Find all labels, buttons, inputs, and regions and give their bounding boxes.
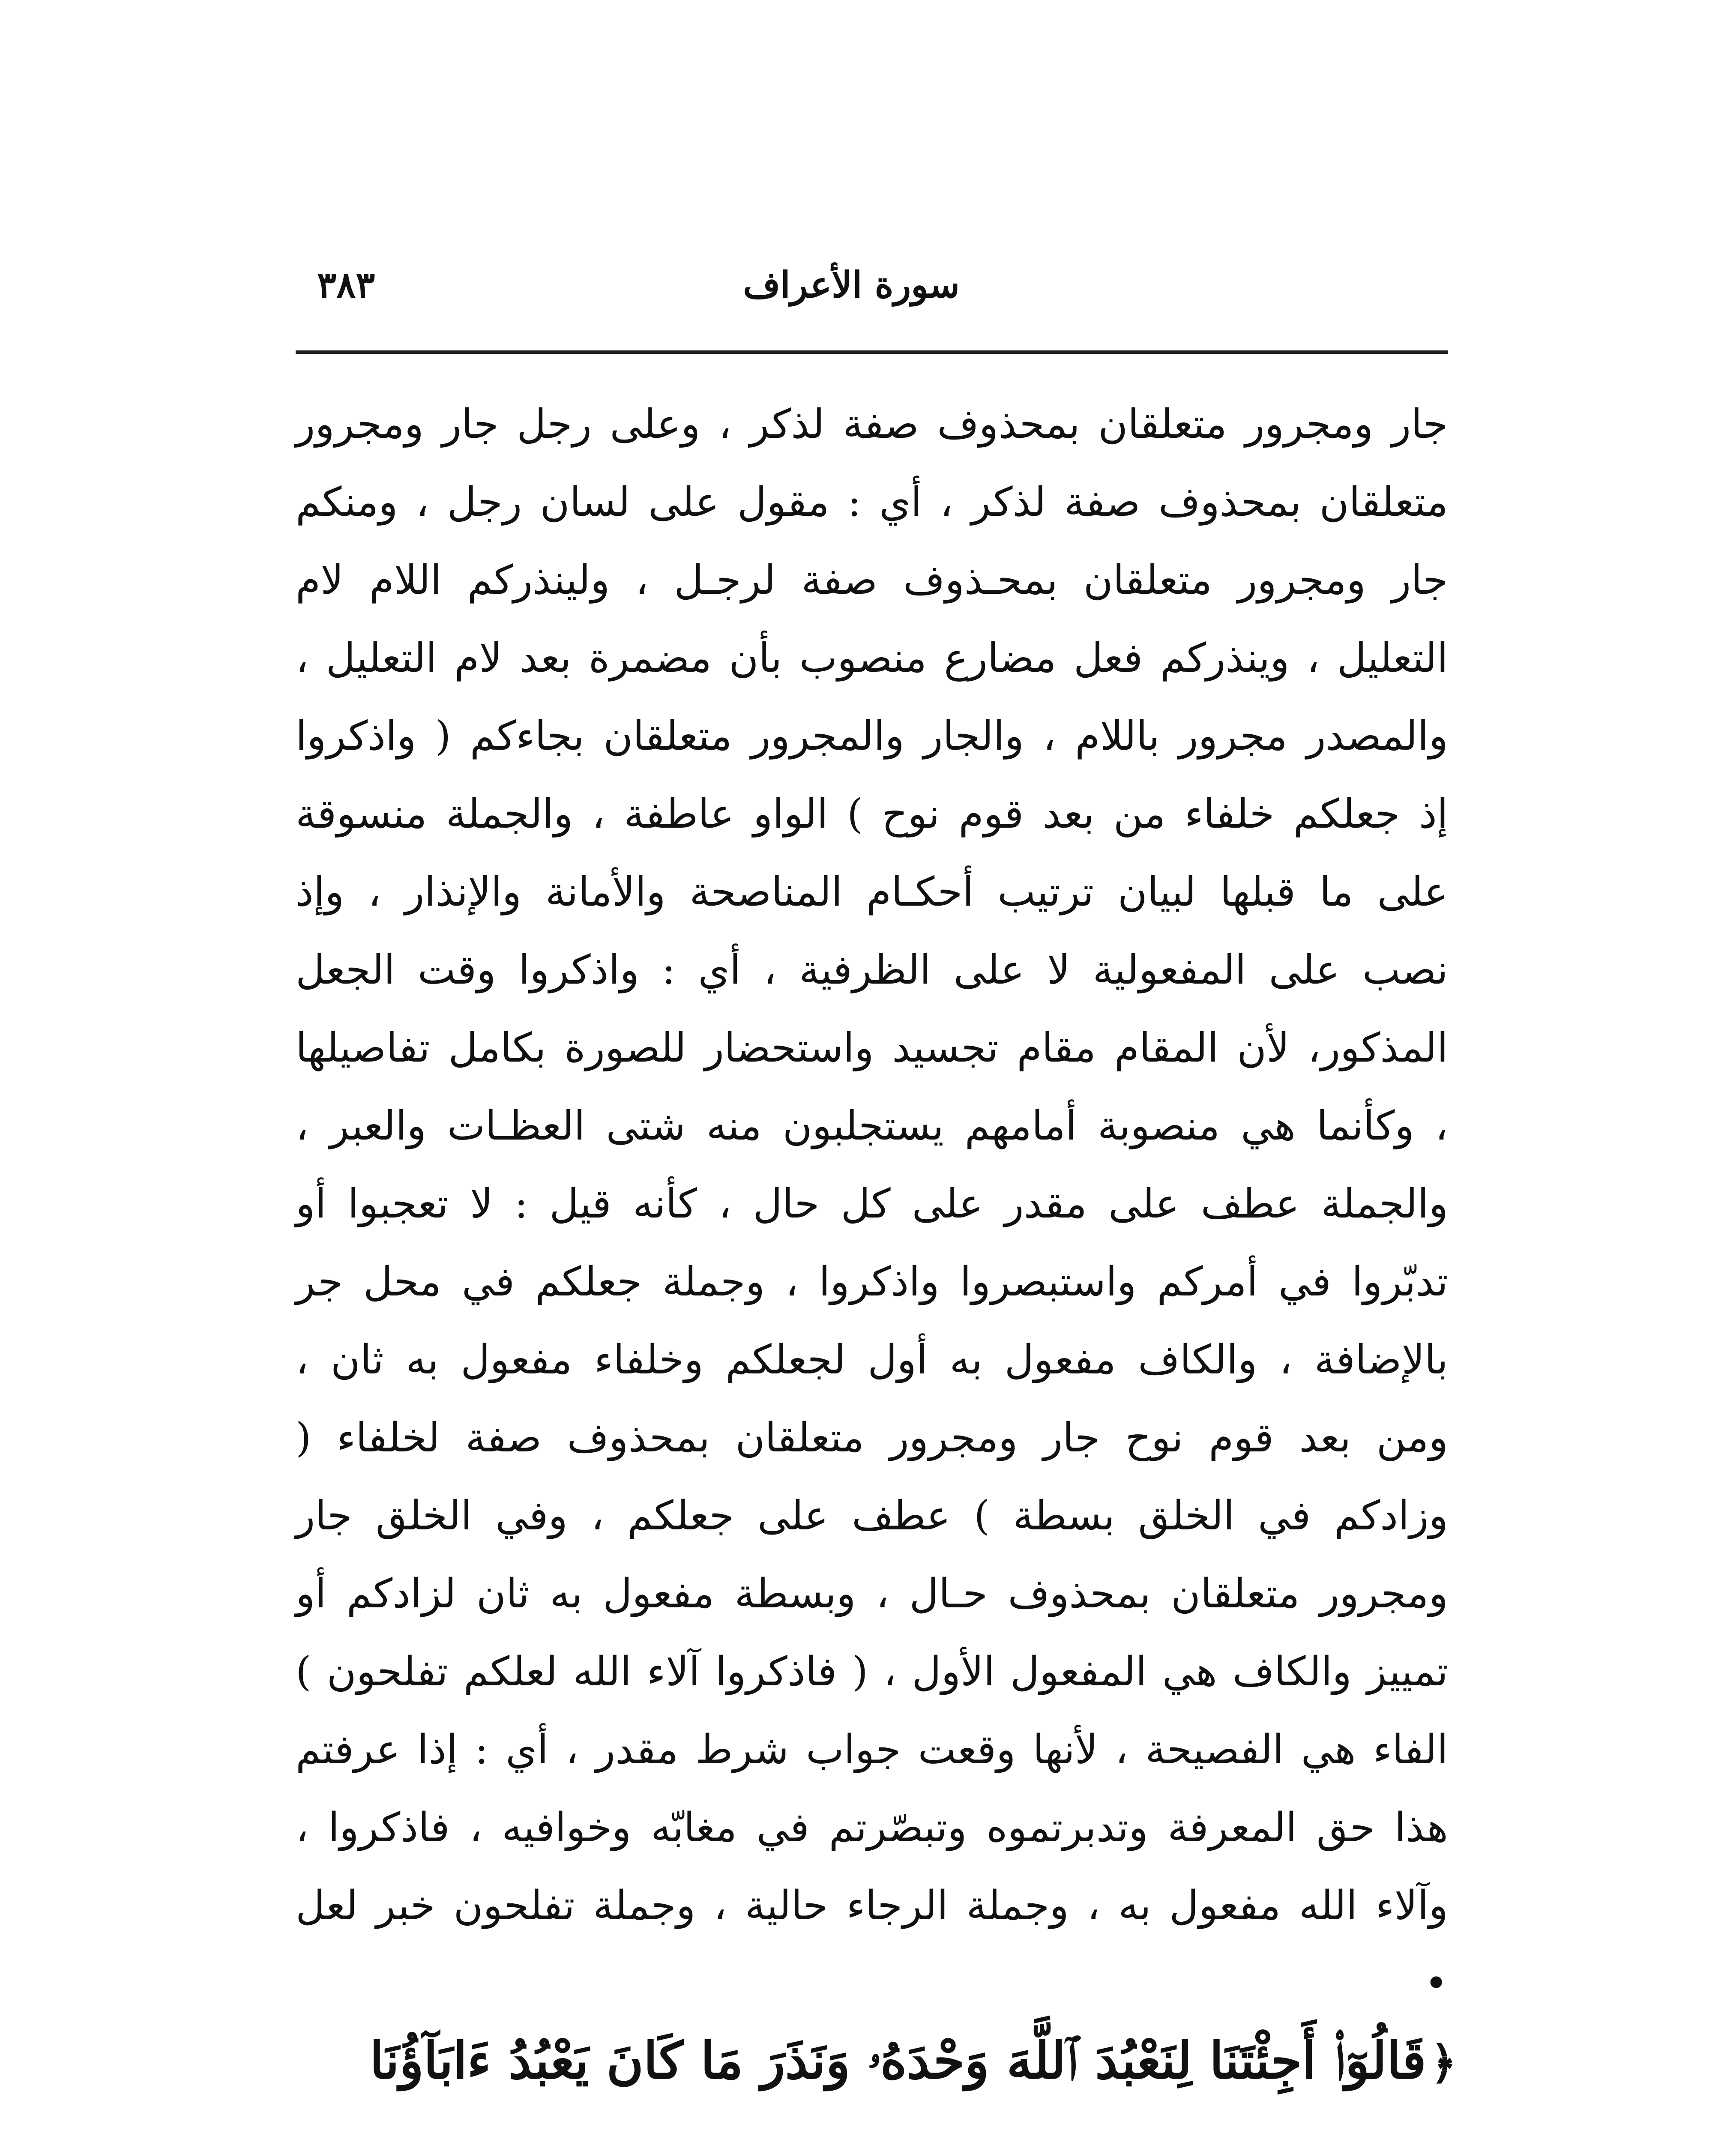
running-title: سورة الأعراف	[743, 263, 960, 306]
verse-ornament-bracket: ﴿	[1431, 2036, 1457, 2089]
commentary-paragraph: جار ومجرور متعلقان بمحذوف صفة لذكر ، وعلى رجل جار ومجرور متعلقان بمحذوف صفة لذكر ، أي : مقول على لسان رجل ، ومنكم جار ومجرور متعلقان بمحـذوف صفة لرجـل ، ولينذركم اللام لام التعليل ، وينذركم فعل مضارع منصوب بأن مضمرة بعد لام التعليل ، والمصدر مجرور باللام ، والجار والمجرور متعلقان بجاءكم ( واذكروا إذ جعلكم خلفاء من بعد قوم نوح ) الواو عاطفة ، والجملة منسوقة على ما قبلها لبيان ترتيب أحكـام المناصحة والأمانة والإنذار ، وإذ نصب على المفعولية لا على الظرفية ، أي : واذكروا وقت الجعل المذكور، لأن المقام مقام تجسيد واستحضار للصورة بكامل تفاصيلها ، وكأنما هي منصوبة أمامهم يستجلبون منه شتى العظـات والعبر ، والجملة عطف على مقدر على كل حال ، كأنه قيل : لا تعجبوا أو تدبّروا في أمركم واستبصروا واذكروا ، وجملة جعلكم في محل جر بالإضافة ، والكاف مفعول به أول لجعلكم وخلفاء مفعول به ثان ، ومن بعد قوم نوح جار ومجرور متعلقان بمحذوف صفة لخلفاء ( وزادكم في الخلق بسطة ) عطف على جعلكم ، وفي الخلق جار ومجرور متعلقان بمحذوف حـال ، وبسطة مفعول به ثان لزادكم أو تمييز والكاف هي المفعول الأول ، ( فاذكروا آلاء الله لعلكم تفلحون ) الفاء هي الفصيحة ، لأنها وقعت جواب شرط مقدر ، أي : إذا عرفتم هذا حق المعرفة وتدبرتموه وتبصّرتم في مغابّه وخوافيه ، فاذكروا ، وآلاء الله مفعول به ، وجملة الرجاء حالية ، وجملة تفلحون خبر لعل •	[296, 401, 1448, 2007]
page-header	[300, 253, 1448, 317]
page-number: ٣٨٣	[317, 263, 375, 306]
header-divider	[296, 350, 1448, 354]
verse-text: قَالُوٓا۟ أَجِئْتَنَا لِنَعْبُدَ ٱللَّهَ وَحْدَهُۥ وَنَذَرَ مَا كَانَ يَعْبُدُ ءَابَآؤُنَا	[370, 2031, 1427, 2090]
quran-verse	[283, 2013, 1457, 2110]
